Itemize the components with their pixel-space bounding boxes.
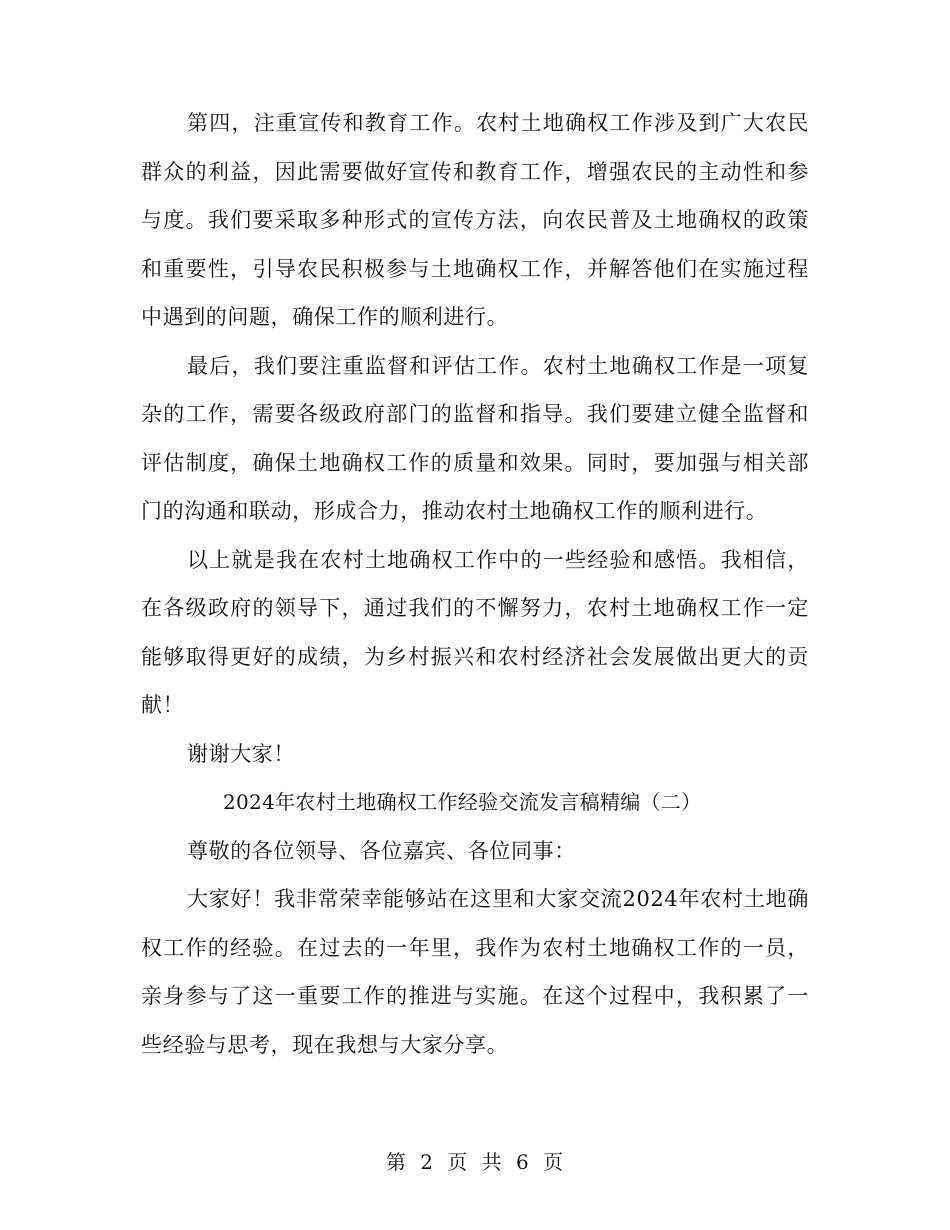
document-body bbox=[141, 99, 809, 1069]
page-number-footer: 第 2 页 共 6 页 bbox=[385, 1150, 565, 1174]
paragraph-conclusion: 以上就是我在农村土地确权工作中的一些经验和感悟。我相信，在各级政府的领导下，通过我们的不懈努力，农村土地确权工作一定能够取得更好的成绩，为乡村振兴和农村经济社会发展做出更大的贡献！ bbox=[141, 547, 809, 717]
paragraph-publicity-education: 第四，注重宣传和教育工作。农村土地确权工作涉及到广大农民群众的利益，因此需要做好宣传和教育工作，增强农民的主动性和参与度。我们要采取多种形式的宣传方法，向农民普及土地确权的政策和重要性，引导农民积极参与土地确权工作，并解答他们在实施过程中遇到的问题，确保工作的顺利进行。 bbox=[141, 111, 809, 329]
paragraph-supervision-evaluation: 最后，我们要注重监督和评估工作。农村土地确权工作是一项复杂的工作，需要各级政府部门的监督和指导。我们要建立健全监督和评估制度，确保土地确权工作的质量和效果。同时，要加强与相关部门的沟通和联动，形成合力，推动农村土地确权工作的顺利进行。 bbox=[141, 353, 809, 523]
paragraph-thanks: 谢谢大家！ bbox=[187, 741, 295, 766]
section-heading: 2024年农村土地确权工作经验交流发言稿精编（二） bbox=[223, 790, 702, 814]
paragraph-salutation: 尊敬的各位领导、各位嘉宾、各位同事： bbox=[187, 838, 576, 863]
paragraph-opening: 大家好！我非常荣幸能够站在这里和大家交流2024年农村土地确权工作的经验。在过去的一年里，我作为农村土地确权工作的一员，亲身参与了这一重要工作的推进与实施。在这个过程中，我积累了一些经验与思考，现在我想与大家分享。 bbox=[141, 887, 809, 1057]
